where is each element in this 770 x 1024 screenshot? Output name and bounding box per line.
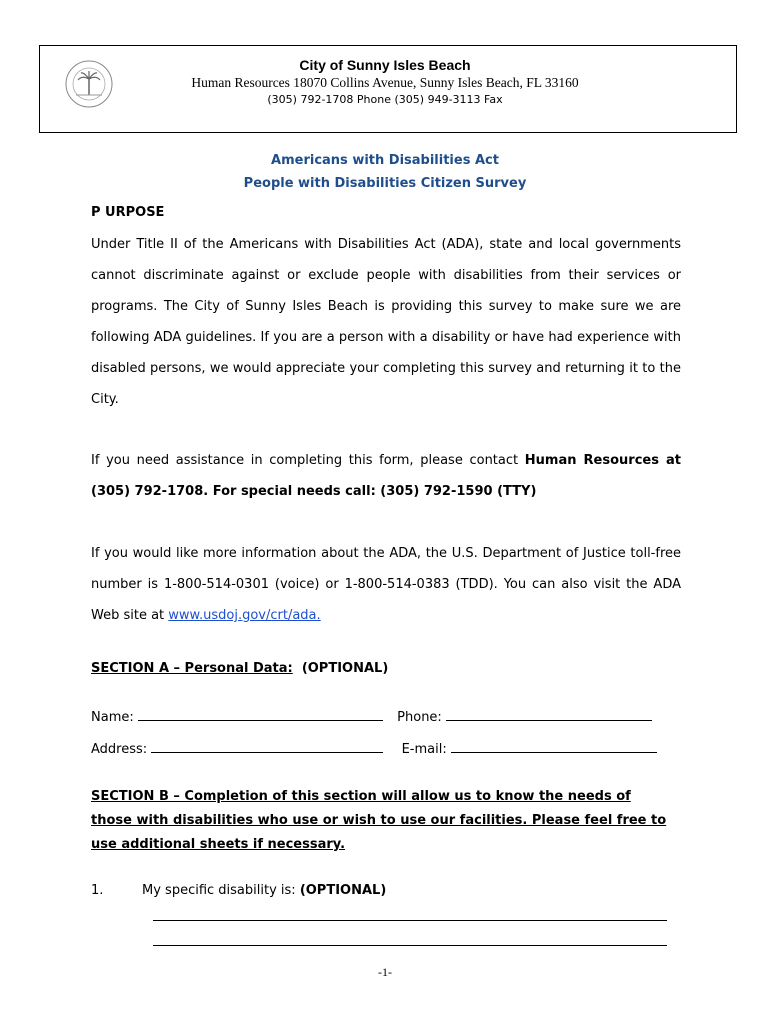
question-1-label: My specific disability is: [142, 883, 300, 898]
purpose-paragraph: Under Title II of the Americans with Disabilities Act (ADA), state and local governments cannot discriminate against or exclude people with disabilities from their services or programs. The City of Sunny Isles Beach is providing this survey to make sure we are following ADA guidelines. If you are a person with a disability or have had experience with disabled persons, we would appreciate your completing this survey and returning it to the City. [91, 237, 681, 407]
org-name: City of Sunny Isles Beach [299, 57, 471, 73]
question-1-text [142, 883, 386, 898]
address-email-row [91, 740, 657, 757]
name-phone-row [91, 708, 652, 725]
phone-label: Phone: [397, 710, 442, 725]
name-field[interactable] [138, 708, 383, 721]
info-text: If you would like more information about the ADA, the U.S. Department of Justice toll-free number is 1-800-514-0301 (voice) or 1-800-514-0383 (TDD). You can also visit the ADA Web site at [91, 546, 681, 623]
assistance-contact: Human Resources at (305) 792-1708. For special needs call: (305) 792-1590 (TTY) [91, 453, 681, 499]
org-phone-fax: (305) 792-1708 Phone (305) 949-3113 Fax [267, 93, 503, 106]
section-b-heading: SECTION B – Completion of this section will allow us to know the needs of those with disabilities who use or wish to use our facilities. Please feel free to use additional sheets if necessary. [91, 789, 667, 852]
email-label: E-mail: [401, 742, 447, 757]
phone-field[interactable] [446, 708, 652, 721]
document-subtitle: People with Disabilities Citizen Survey [243, 176, 527, 191]
question-1-number: 1. [91, 883, 104, 898]
section-a-title: SECTION A – Personal Data: [91, 661, 293, 676]
info-paragraph [91, 538, 681, 631]
purpose-heading: P URPOSE [91, 205, 165, 220]
email-field[interactable] [451, 740, 657, 753]
assistance-text: If you need assistance in completing this form, please contact [91, 453, 525, 468]
answer-line[interactable] [153, 945, 667, 946]
question-1-optional: (OPTIONAL) [299, 883, 387, 898]
answer-line[interactable] [153, 920, 667, 921]
name-label: Name: [91, 710, 134, 725]
address-field[interactable] [151, 740, 383, 753]
section-a-heading [91, 661, 388, 676]
section-a-optional: (OPTIONAL) [301, 661, 389, 676]
document-title: Americans with Disabilities Act [271, 153, 499, 168]
address-label: Address: [91, 742, 148, 757]
org-address: Human Resources 18070 Collins Avenue, Sunny Isles Beach, FL 33160 [191, 75, 579, 90]
ada-website-link[interactable]: www.usdoj.gov/crt/ada. [168, 608, 321, 623]
assistance-paragraph [91, 445, 681, 507]
page-number: -1- [378, 965, 392, 979]
